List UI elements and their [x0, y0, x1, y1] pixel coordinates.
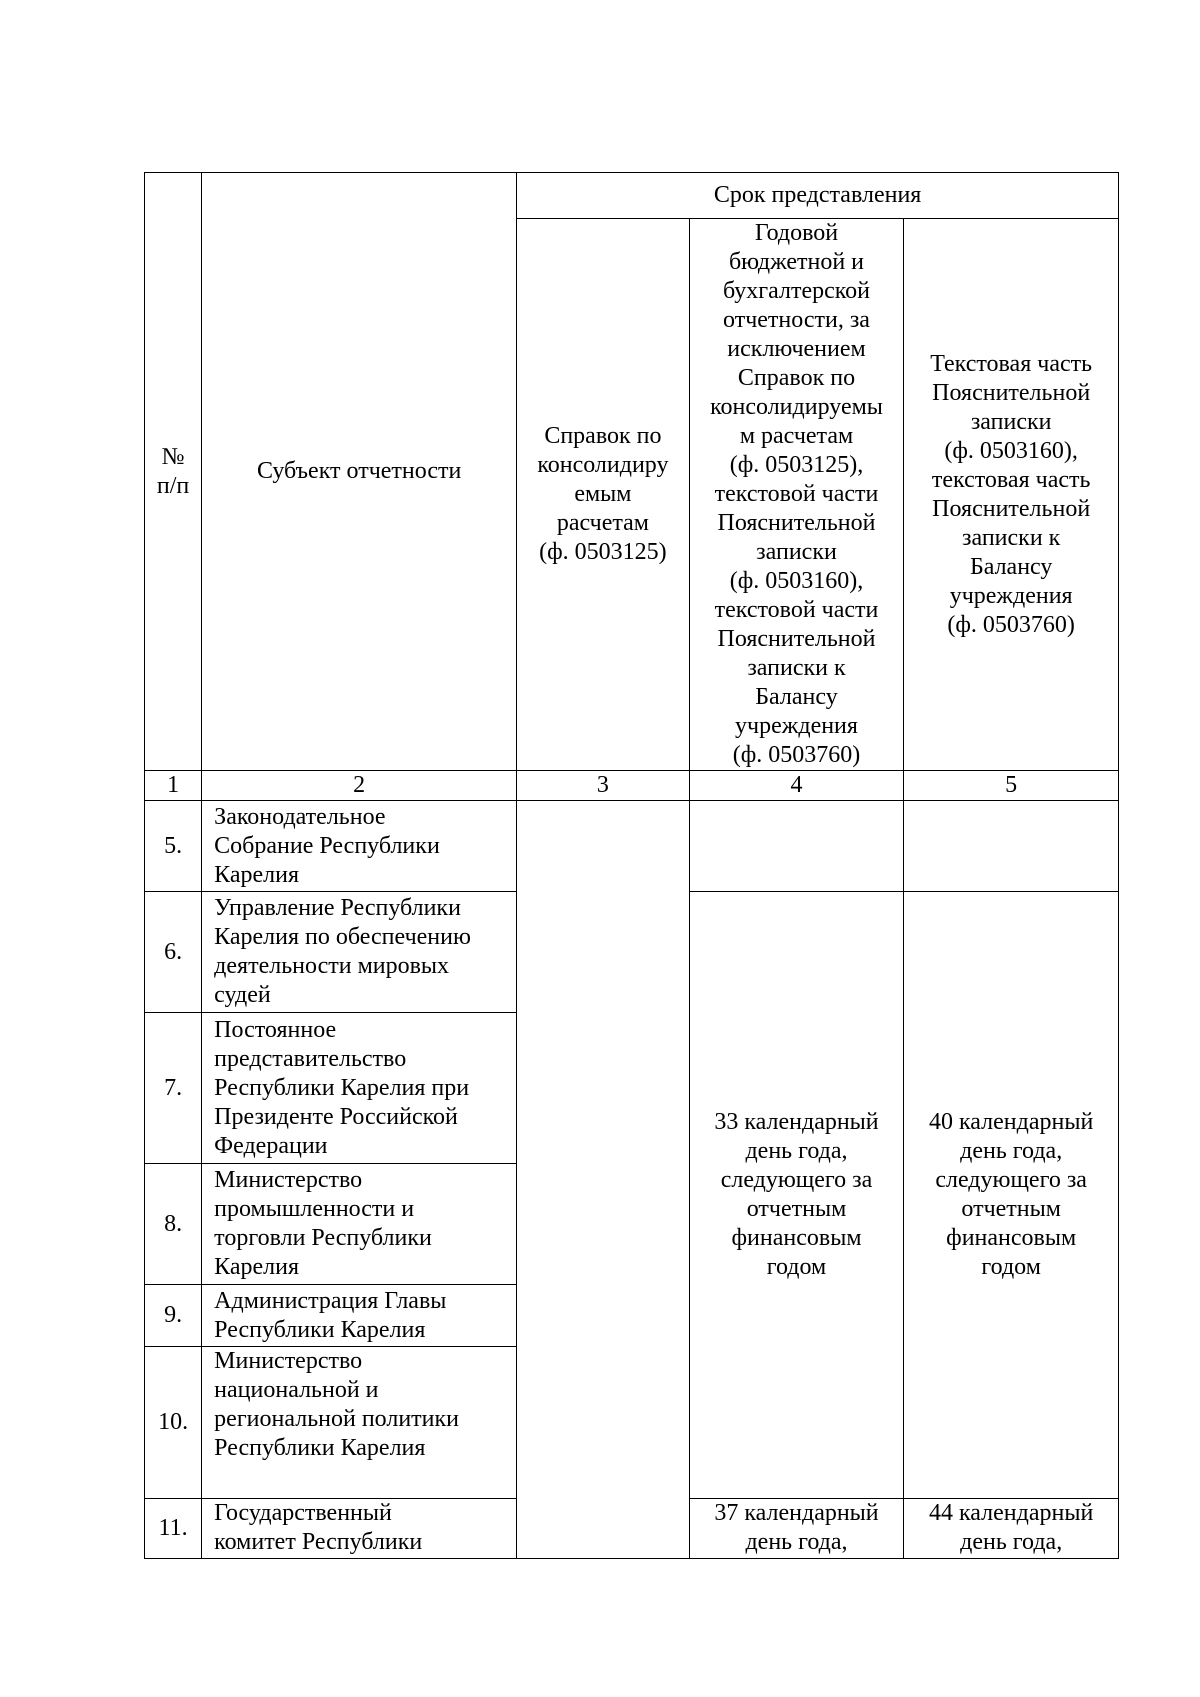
- column-number: 3: [517, 771, 690, 801]
- row-subject: Постоянное представительство Республики Карелия при Президенте Российской Федерации: [202, 1013, 517, 1164]
- col5-deadline-cell: 40 календарный день года, следующего за отчетным финансовым годом: [904, 892, 1119, 1499]
- row-number: 9.: [145, 1285, 202, 1347]
- column-number: 4: [689, 771, 904, 801]
- col4-deadline-cell: 33 календарный день года, следующего за отчетным финансовым годом: [689, 892, 904, 1499]
- col4-deadline-cell: 37 календарный день года,: [689, 1499, 904, 1559]
- row-number: 6.: [145, 892, 202, 1013]
- column-number: 2: [202, 771, 517, 801]
- col5-deadline-cell: 44 календарный день года,: [904, 1499, 1119, 1559]
- row-subject: Администрация Главы Республики Карелия: [202, 1285, 517, 1347]
- header-deadline-group: Срок представления: [517, 173, 1119, 219]
- row-subject: Государственный комитет Республики: [202, 1499, 517, 1559]
- deadline-table: [144, 172, 1119, 1559]
- col4-empty-cell: [689, 801, 904, 892]
- column-number: 5: [904, 771, 1119, 801]
- header-col4: Годовой бюджетной и бухгалтерской отчетности, за исключением Справок по консолидируемы м расчетам (ф. 0503125), текстовой части Пояснительной записки (ф. 0503160), текстовой части Пояснительной записки к Балансу учреждения (ф. 0503760): [689, 219, 904, 771]
- col5-empty-cell: [904, 801, 1119, 892]
- column-number-row: [145, 771, 1119, 801]
- row-subject: Управление Республики Карелия по обеспечению деятельности мировых судей: [202, 892, 517, 1013]
- row-number: 7.: [145, 1013, 202, 1164]
- header-col5: Текстовая часть Пояснительной записки (ф. 0503160), текстовая часть Пояснительной записки к Балансу учреждения (ф. 0503760): [904, 219, 1119, 771]
- header-subject: Субъект отчетности: [202, 173, 517, 771]
- row-number: 10.: [145, 1347, 202, 1499]
- col3-merged-cell: [517, 801, 690, 1559]
- row-number: 5.: [145, 801, 202, 892]
- row-subject: Министерство промышленности и торговли Республики Карелия: [202, 1164, 517, 1285]
- table-row: [145, 801, 1119, 892]
- column-number: 1: [145, 771, 202, 801]
- header-col3: Справок по консолидиру емым расчетам (ф. 0503125): [517, 219, 690, 771]
- row-number: 11.: [145, 1499, 202, 1559]
- row-number: 8.: [145, 1164, 202, 1285]
- row-subject: Законодательное Собрание Республики Карелия: [202, 801, 517, 892]
- row-subject: Министерство национальной и региональной политики Республики Карелия: [202, 1347, 517, 1499]
- header-num: № п/п: [145, 173, 202, 771]
